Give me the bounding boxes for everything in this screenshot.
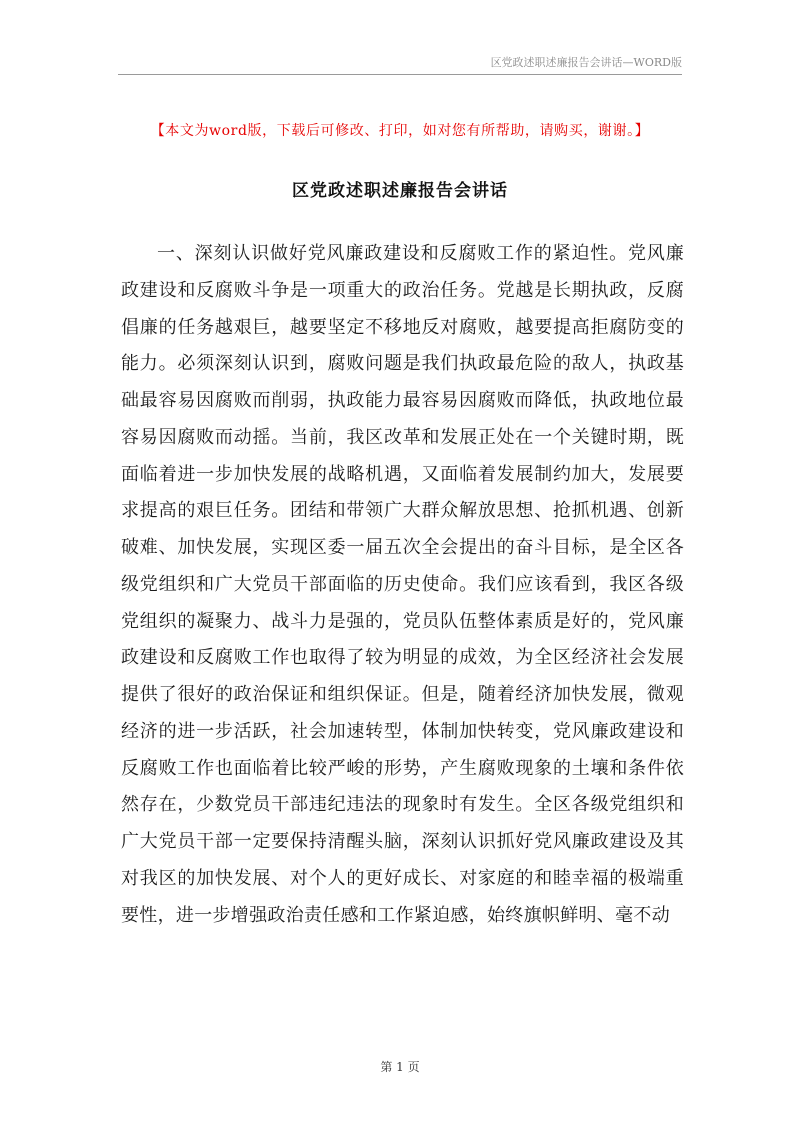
document-title: 区党政述职述廉报告会讲话 xyxy=(292,181,508,201)
header-divider xyxy=(118,74,682,75)
page-number: 第 1 页 xyxy=(380,1060,420,1074)
running-header: 区党政述职述廉报告会讲话—WORD版 xyxy=(490,56,682,69)
download-notice: 【本文为word版，下载后可修改、打印，如对您有所帮助，请购买，谢谢。】 xyxy=(150,123,650,139)
body-paragraph: 一、深刻认识做好党风廉政建设和反腐败工作的紧迫性。党风廉政建设和反腐败斗争是一项重大的政治任务。党越是长期执政，反腐倡廉的任务越艰巨，越要坚定不移地反对腐败，越要提高拒腐防变的能力。必须深刻认识到，腐败问题是我们执政最危险的敌人，执政基础最容易因腐败而削弱，执政能力最容易因腐败而降低，执政地位最容易因腐败而动摇。当前，我区改革和发展正处在一个关键时期，既面临着进一步加快发展的战略机遇，又面临着发展制约加大，发展要求提高的艰巨任务。团结和带领广大群众解放思想、抢抓机遇、创新破难、加快发展，实现区委一届五次全会提出的奋斗目标，是全区各级党组织和广大党员干部面临的历史使命。我们应该看到，我区各级党组织的凝聚力、战斗力是强的，党员队伍整体素质是好的，党风廉政建设和反腐败工作也取得了较为明显的成效，为全区经济社会发展提供了很好的政治保证和组织保证。但是，随着经济加快发展，微观经济的进一步活跃，社会加速转型，体制加快转变，党风廉政建设和反腐败工作也面临着比较严峻的形势，产生腐败现象的土壤和条件依然存在，少数党员干部违纪违法的现象时有发生。全区各级党组织和广大党员干部一定要保持清醒头脑，深刻认识抓好党风廉政建设及其对我区的加快发展、对个人的更好成长、对家庭的和睦幸福的极端重要性，进一步增强政治责任感和工作紧迫感，始终旗帜鲜明、毫不动 xyxy=(121,243,684,926)
